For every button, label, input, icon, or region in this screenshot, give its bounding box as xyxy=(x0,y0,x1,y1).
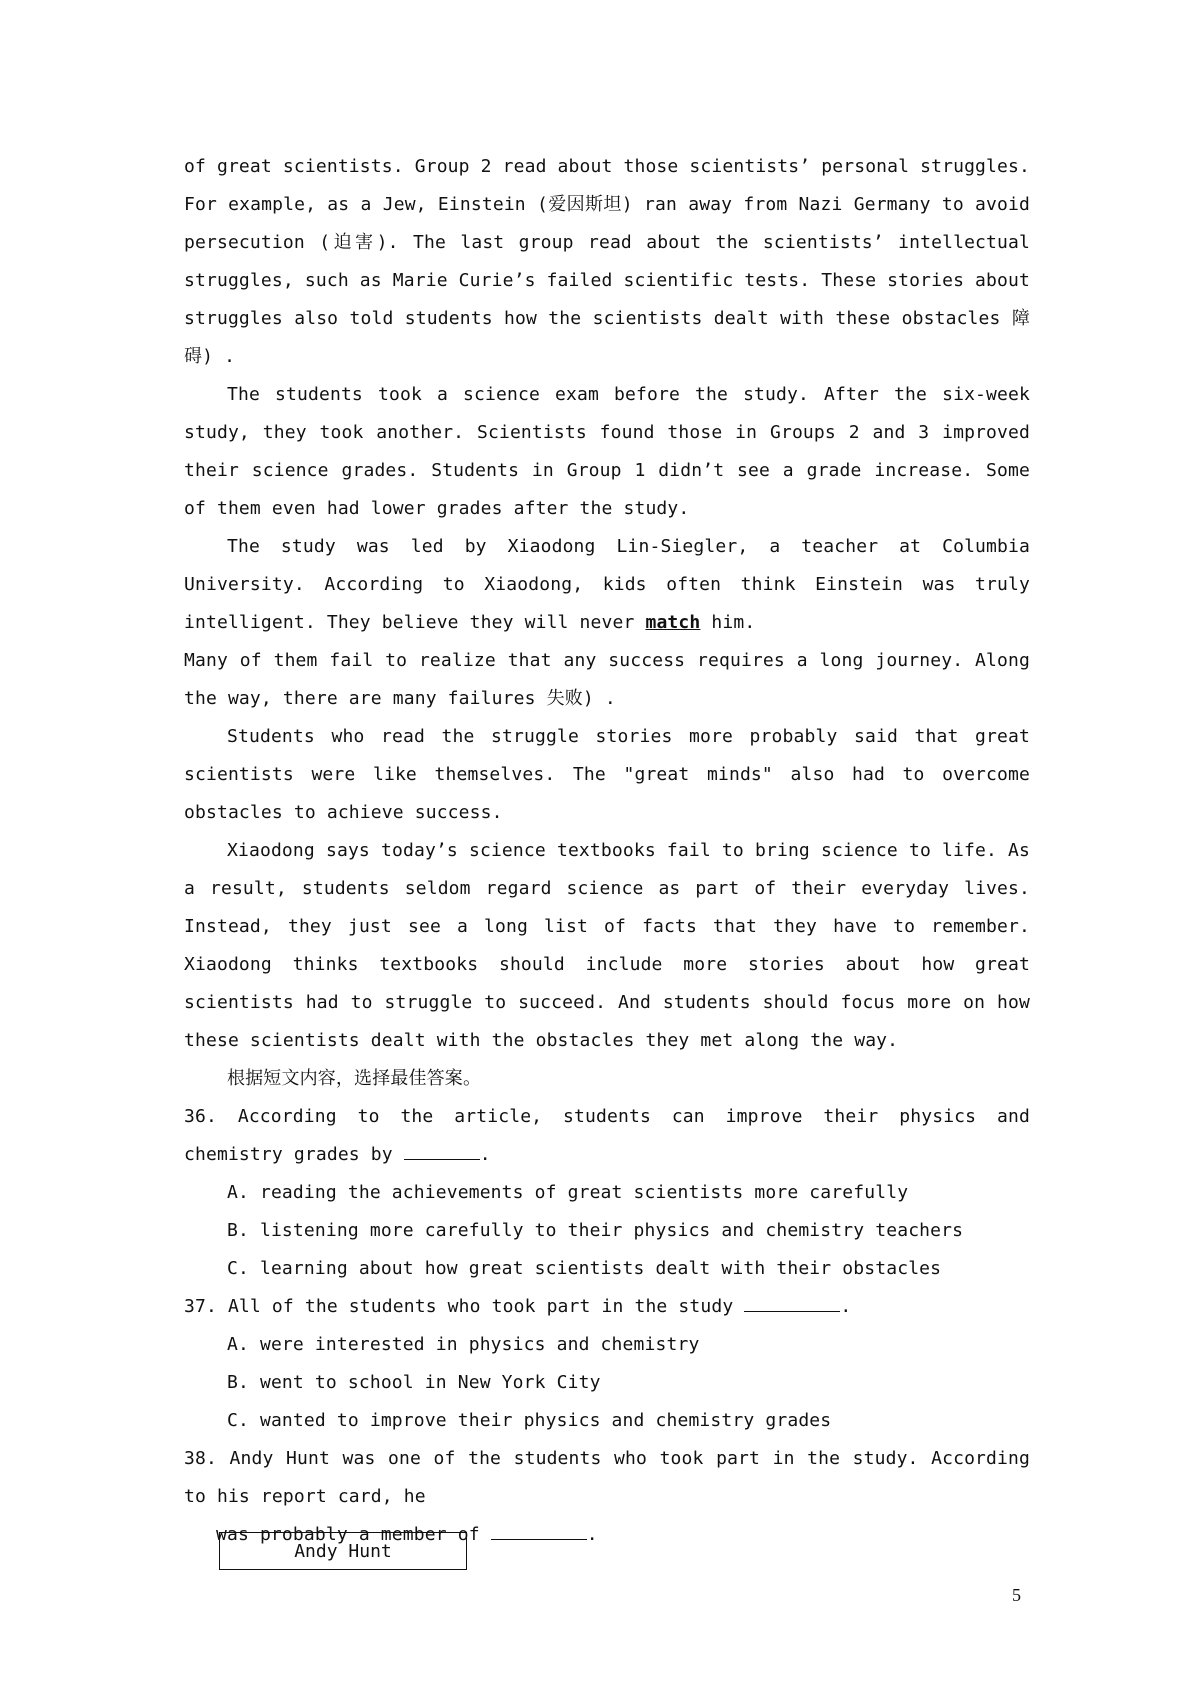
page-number: 5 xyxy=(1012,1585,1021,1605)
paragraph-3-end: him. xyxy=(700,612,756,633)
question-37-period: . xyxy=(840,1296,852,1317)
paragraph-2: The students took a science exam before the study. After the six-week study, they took another. Scientists found those in Groups 2 and 3 improved their science grades. Students in Group 1 didn’t see a grade increase. Some of them even had lower grades after the study. xyxy=(184,384,1030,519)
question-38-period: . xyxy=(586,1524,598,1545)
instruction-text: 根据短文内容，选择最佳答案。 xyxy=(227,1068,482,1089)
question-36 xyxy=(184,1098,1030,1174)
question-38-continuation: was probably a member of xyxy=(216,1524,491,1545)
question-37-stem: 37. All of the students who took part in the study xyxy=(184,1296,745,1317)
question-38: 38. Andy Hunt was one of the students who took part in the study. According to his report card, he xyxy=(184,1448,1030,1507)
paragraph-4: Many of them fail to realize that any success requires a long journey. Along the way, there are many failures 失败) . xyxy=(184,650,1030,709)
option-37-b: B. went to school in New York City xyxy=(227,1372,601,1393)
option-37-c: C. wanted to improve their physics and chemistry grades xyxy=(227,1410,832,1431)
option-36-b: B. listening more carefully to their physics and chemistry teachers xyxy=(227,1220,964,1241)
underlined-word-match: match xyxy=(645,612,701,633)
option-37-a: A. were interested in physics and chemistry xyxy=(227,1334,700,1355)
question-36-stem: 36. According to the article, students can improve their physics and chemistry grades by xyxy=(184,1106,1030,1165)
document-body xyxy=(184,148,1030,1554)
paragraph-3 xyxy=(184,528,1030,642)
report-card-box xyxy=(219,1532,467,1570)
question-36-period: . xyxy=(479,1144,491,1165)
paragraph-5: Students who read the struggle stories more probably said that great scientists were like themselves. The "great minds" also had to overcome obstacles to achieve success. xyxy=(184,726,1030,823)
paragraph-6: Xiaodong says today’s science textbooks fail to bring science to life. As a result, students seldom regard science as part of their everyday lives. Instead, they just see a long list of facts that they have to remember. Xiaodong thinks textbooks should include more stories about how great scientists had to struggle to succeed. And students should focus more on how these scientists dealt with the obstacles they met along the way. xyxy=(184,840,1030,1051)
option-36-a: A. reading the achievements of great scientists more carefully xyxy=(227,1182,909,1203)
answer-blank-36[interactable] xyxy=(404,1137,480,1160)
paragraph-3-text: The study was led by Xiaodong Lin-Siegler, a teacher at Columbia University. According to Xiaodong, kids often think Einstein was truly intelligent. They believe they will never xyxy=(184,536,1030,633)
paragraph-1: of great scientists. Group 2 read about those scientists’ personal struggles. For example, as a Jew, Einstein (爱因斯坦) ran away from Nazi Germany to avoid persecution (迫害). The last group read about the scientists’ intellectual struggles, such as Marie Curie’s failed scientific tests. These stories about struggles also told students how the scientists dealt with these obstacles 障碍) . xyxy=(184,156,1030,367)
option-36-c: C. learning about how great scientists dealt with their obstacles xyxy=(227,1258,942,1279)
answer-blank-38[interactable] xyxy=(491,1517,587,1540)
report-card-name: Andy Hunt xyxy=(294,1541,392,1562)
answer-blank-37[interactable] xyxy=(744,1289,840,1312)
question-37 xyxy=(184,1288,1030,1326)
